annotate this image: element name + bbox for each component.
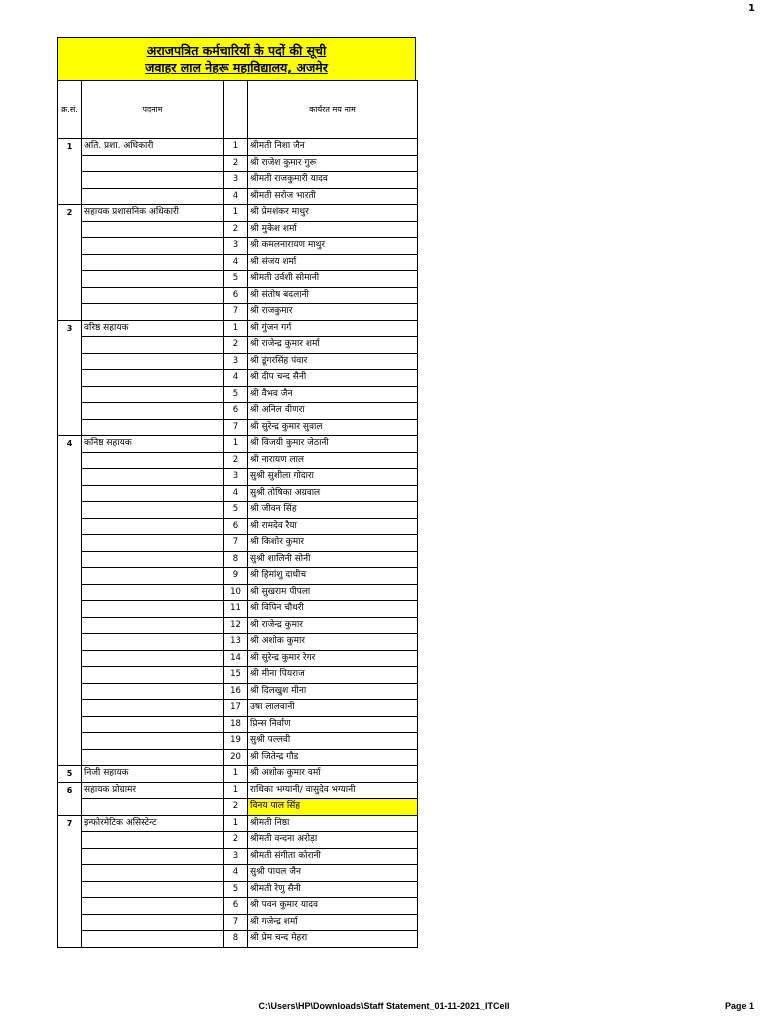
post-name xyxy=(82,337,224,354)
post-name xyxy=(82,914,224,931)
staff-number: 11 xyxy=(224,601,248,618)
staff-name: उषा लालवानी xyxy=(248,700,418,717)
page-number-top: 1 xyxy=(748,3,755,14)
table-row xyxy=(58,766,418,783)
staff-name: श्री किशोर कुमार xyxy=(248,535,418,552)
post-name: इन्फोरमेटिक असिस्टेन्ट xyxy=(82,815,224,832)
staff-name: श्री दिलखुश मीना xyxy=(248,683,418,700)
staff-number: 18 xyxy=(224,716,248,733)
group-serial: 6 xyxy=(58,782,82,815)
post-name xyxy=(82,370,224,387)
group-serial: 7 xyxy=(58,815,82,947)
table-row xyxy=(58,832,418,849)
post-name xyxy=(82,403,224,420)
staff-name: श्री राजेश कुमार गुरू xyxy=(248,155,418,172)
group-serial: 3 xyxy=(58,320,82,436)
staff-name: श्रीमती वन्दना अरोड़ा xyxy=(248,832,418,849)
staff-name: सुश्री पल्लवी xyxy=(248,733,418,750)
title-line-2: जवाहर लाल नेहरू महाविद्यालय, अजमेर xyxy=(145,60,328,75)
staff-name: श्री गुंजन गर्ग xyxy=(248,320,418,337)
staff-name: श्री प्रेम चन्द मेहरा xyxy=(248,931,418,948)
post-name xyxy=(82,238,224,255)
table-row xyxy=(58,386,418,403)
staff-number: 7 xyxy=(224,914,248,931)
table-row xyxy=(58,403,418,420)
table-row xyxy=(58,716,418,733)
staff-name: श्री राजेन्द्र कुमार शर्मा xyxy=(248,337,418,354)
post-name xyxy=(82,634,224,651)
post-name xyxy=(82,254,224,271)
staff-name: श्री पवन कुमार यादव xyxy=(248,898,418,915)
table-row xyxy=(58,551,418,568)
post-name xyxy=(82,386,224,403)
post-name xyxy=(82,221,224,238)
post-name xyxy=(82,485,224,502)
staff-number: 7 xyxy=(224,535,248,552)
staff-number: 3 xyxy=(224,238,248,255)
post-name: निजी सहायक xyxy=(82,766,224,783)
staff-number: 1 xyxy=(224,139,248,156)
table-row xyxy=(58,848,418,865)
staff-number: 15 xyxy=(224,667,248,684)
staff-name: विनय पाल सिंह xyxy=(248,799,418,816)
staff-number: 7 xyxy=(224,304,248,321)
table-header-row xyxy=(58,81,418,139)
header-post: पदनाम xyxy=(82,81,224,139)
table-row xyxy=(58,898,418,915)
staff-name: श्री दीप चन्द सैनी xyxy=(248,370,418,387)
staff-number: 6 xyxy=(224,518,248,535)
header-name: कार्यरत मय नाम xyxy=(248,81,418,139)
staff-number: 5 xyxy=(224,502,248,519)
staff-number: 1 xyxy=(224,436,248,453)
staff-number: 16 xyxy=(224,683,248,700)
staff-name: सुश्री सुशीला गोदारा xyxy=(248,469,418,486)
footer-page-number: Page 1 xyxy=(724,1001,754,1011)
staff-name: सुश्री शालिनी सोनी xyxy=(248,551,418,568)
post-name xyxy=(82,353,224,370)
post-name xyxy=(82,733,224,750)
staff-name: श्री कमलनारायण माथुर xyxy=(248,238,418,255)
post-name xyxy=(82,931,224,948)
table-row xyxy=(58,188,418,205)
staff-number: 3 xyxy=(224,469,248,486)
group-serial: 4 xyxy=(58,436,82,766)
staff-number: 1 xyxy=(224,205,248,222)
header-num xyxy=(224,81,248,139)
staff-name: श्री मीना पियराज xyxy=(248,667,418,684)
staff-number: 8 xyxy=(224,551,248,568)
table-row xyxy=(58,617,418,634)
staff-number: 1 xyxy=(224,815,248,832)
staff-number: 12 xyxy=(224,617,248,634)
document-title xyxy=(57,37,416,81)
post-name xyxy=(82,716,224,733)
staff-number: 4 xyxy=(224,865,248,882)
post-name: वरिष्ठ सहायक xyxy=(82,320,224,337)
post-name: सहायक प्रोग्रामर xyxy=(82,782,224,799)
staff-name: प्रिन्स निर्वाण xyxy=(248,716,418,733)
staff-name: सुश्री तोषिका अग्रवाल xyxy=(248,485,418,502)
post-name xyxy=(82,865,224,882)
table-row xyxy=(58,172,418,189)
table-row xyxy=(58,452,418,469)
table-row xyxy=(58,436,418,453)
staff-number: 19 xyxy=(224,733,248,750)
staff-number: 13 xyxy=(224,634,248,651)
table-row xyxy=(58,304,418,321)
post-name xyxy=(82,551,224,568)
staff-name: श्री अशोक कुमार xyxy=(248,634,418,651)
staff-number: 3 xyxy=(224,353,248,370)
staff-name: श्री रामदेव रैया xyxy=(248,518,418,535)
staff-name: श्री नारायण लाल xyxy=(248,452,418,469)
staff-name: श्री गजेन्द्र शर्मा xyxy=(248,914,418,931)
staff-name: श्रीमती संगीता कोरानी xyxy=(248,848,418,865)
staff-number: 4 xyxy=(224,485,248,502)
staff-name: श्री जितेन्द्र गौड xyxy=(248,749,418,766)
post-name xyxy=(82,683,224,700)
title-line-1: अराजपत्रित कर्मचारियों के पदों की सूची xyxy=(146,43,327,58)
table-row xyxy=(58,584,418,601)
staff-name: श्री सुरेन्द्र कुमार रेगर xyxy=(248,650,418,667)
post-name xyxy=(82,304,224,321)
staff-name: श्री राजकुमार xyxy=(248,304,418,321)
staff-name: सुश्री पायल जैन xyxy=(248,865,418,882)
header-sno: क्र.सं. xyxy=(58,81,82,139)
table-row xyxy=(58,485,418,502)
post-name xyxy=(82,287,224,304)
post-name xyxy=(82,601,224,618)
staff-name: श्री मुकेश शर्मा xyxy=(248,221,418,238)
staff-number: 2 xyxy=(224,337,248,354)
table-row xyxy=(58,700,418,717)
staff-number: 5 xyxy=(224,271,248,288)
table-row xyxy=(58,320,418,337)
staff-name: श्री अनिल वीणरा xyxy=(248,403,418,420)
table-row xyxy=(58,667,418,684)
staff-number: 2 xyxy=(224,452,248,469)
table-row xyxy=(58,815,418,832)
staff-number: 1 xyxy=(224,782,248,799)
post-name: सहायक प्रशासनिक अधिकारी xyxy=(82,205,224,222)
post-name xyxy=(82,749,224,766)
staff-number: 4 xyxy=(224,370,248,387)
table-row xyxy=(58,799,418,816)
staff-number: 9 xyxy=(224,568,248,585)
staff-number: 5 xyxy=(224,386,248,403)
staff-name: श्री संतोष बदलानी xyxy=(248,287,418,304)
table-row xyxy=(58,865,418,882)
staff-number: 20 xyxy=(224,749,248,766)
post-name: कनिष्ठ सहायक xyxy=(82,436,224,453)
table-row xyxy=(58,353,418,370)
staff-name: श्री डूंगरसिंह पंवार xyxy=(248,353,418,370)
post-name xyxy=(82,568,224,585)
table-row xyxy=(58,733,418,750)
staff-name: श्री राजेन्द्र कुमार xyxy=(248,617,418,634)
staff-number: 5 xyxy=(224,881,248,898)
table-row xyxy=(58,238,418,255)
post-name: अति. प्रशा. अधिकारी xyxy=(82,139,224,156)
post-name xyxy=(82,584,224,601)
post-name xyxy=(82,419,224,436)
post-name xyxy=(82,518,224,535)
post-name xyxy=(82,617,224,634)
table-row xyxy=(58,271,418,288)
staff-name: श्री वैभव जैन xyxy=(248,386,418,403)
group-serial: 5 xyxy=(58,766,82,783)
table-row xyxy=(58,370,418,387)
table-row xyxy=(58,931,418,948)
staff-name: श्रीमती उर्वशी सोमानी xyxy=(248,271,418,288)
table-row xyxy=(58,881,418,898)
post-name xyxy=(82,700,224,717)
staff-number: 4 xyxy=(224,254,248,271)
staff-name: राधिका भग्यानी/ वासुदेव भग्यानी xyxy=(248,782,418,799)
post-name xyxy=(82,881,224,898)
staff-number: 3 xyxy=(224,848,248,865)
post-name xyxy=(82,650,224,667)
table-row xyxy=(58,469,418,486)
table-row xyxy=(58,914,418,931)
table-row xyxy=(58,601,418,618)
post-name xyxy=(82,502,224,519)
footer-file-path: C:\Users\HP\Downloads\Staff Statement_01-11-2021_ITCell xyxy=(258,1001,510,1011)
staff-number: 14 xyxy=(224,650,248,667)
table-row xyxy=(58,155,418,172)
staff-number: 7 xyxy=(224,419,248,436)
staff-number: 1 xyxy=(224,320,248,337)
post-name xyxy=(82,832,224,849)
staff-name: श्रीमती निष्ठा xyxy=(248,815,418,832)
staff-name: श्री विपिन चौधरी xyxy=(248,601,418,618)
table-row xyxy=(58,749,418,766)
group-serial: 1 xyxy=(58,139,82,205)
staff-name: श्री संजय शर्मा xyxy=(248,254,418,271)
table-row xyxy=(58,254,418,271)
staff-name: श्री प्रेमशंकर माथुर xyxy=(248,205,418,222)
staff-number: 8 xyxy=(224,931,248,948)
post-name xyxy=(82,188,224,205)
table-row xyxy=(58,287,418,304)
post-name xyxy=(82,799,224,816)
staff-table-body xyxy=(58,139,418,948)
table-row xyxy=(58,139,418,156)
staff-number: 2 xyxy=(224,799,248,816)
table-row xyxy=(58,535,418,552)
staff-number: 6 xyxy=(224,287,248,304)
staff-number: 17 xyxy=(224,700,248,717)
staff-number: 1 xyxy=(224,766,248,783)
staff-number: 2 xyxy=(224,155,248,172)
table-row xyxy=(58,337,418,354)
table-row xyxy=(58,683,418,700)
table-row xyxy=(58,782,418,799)
staff-number: 2 xyxy=(224,221,248,238)
table-row xyxy=(58,568,418,585)
staff-name: श्री सुखराम पीपला xyxy=(248,584,418,601)
table-row xyxy=(58,650,418,667)
staff-number: 6 xyxy=(224,403,248,420)
post-name xyxy=(82,667,224,684)
post-name xyxy=(82,469,224,486)
staff-name: श्रीमती रेणु सैनी xyxy=(248,881,418,898)
staff-number: 2 xyxy=(224,832,248,849)
staff-name: श्री अशोक कुमार वर्मा xyxy=(248,766,418,783)
table-row xyxy=(58,518,418,535)
post-name xyxy=(82,271,224,288)
post-name xyxy=(82,155,224,172)
post-name xyxy=(82,898,224,915)
table-row xyxy=(58,221,418,238)
staff-name: श्री जीवन सिंह xyxy=(248,502,418,519)
staff-name: श्रीमती निशा जैन xyxy=(248,139,418,156)
post-name xyxy=(82,848,224,865)
post-name xyxy=(82,172,224,189)
group-serial: 2 xyxy=(58,205,82,321)
post-name xyxy=(82,452,224,469)
staff-name: श्री विजयी कुमार जेठानी xyxy=(248,436,418,453)
post-name xyxy=(82,535,224,552)
staff-name: श्रीमती राजकुमारी यादव xyxy=(248,172,418,189)
staff-number: 4 xyxy=(224,188,248,205)
table-row xyxy=(58,502,418,519)
staff-number: 10 xyxy=(224,584,248,601)
staff-number: 6 xyxy=(224,898,248,915)
staff-name: श्रीमती सरोज भारती xyxy=(248,188,418,205)
table-row xyxy=(58,205,418,222)
table-row xyxy=(58,634,418,651)
staff-table xyxy=(57,80,418,948)
staff-number: 3 xyxy=(224,172,248,189)
table-row xyxy=(58,419,418,436)
staff-name: श्री हिमांशु दाधीच xyxy=(248,568,418,585)
staff-name: श्री सुरेन्द्र कुमार सुवाल xyxy=(248,419,418,436)
